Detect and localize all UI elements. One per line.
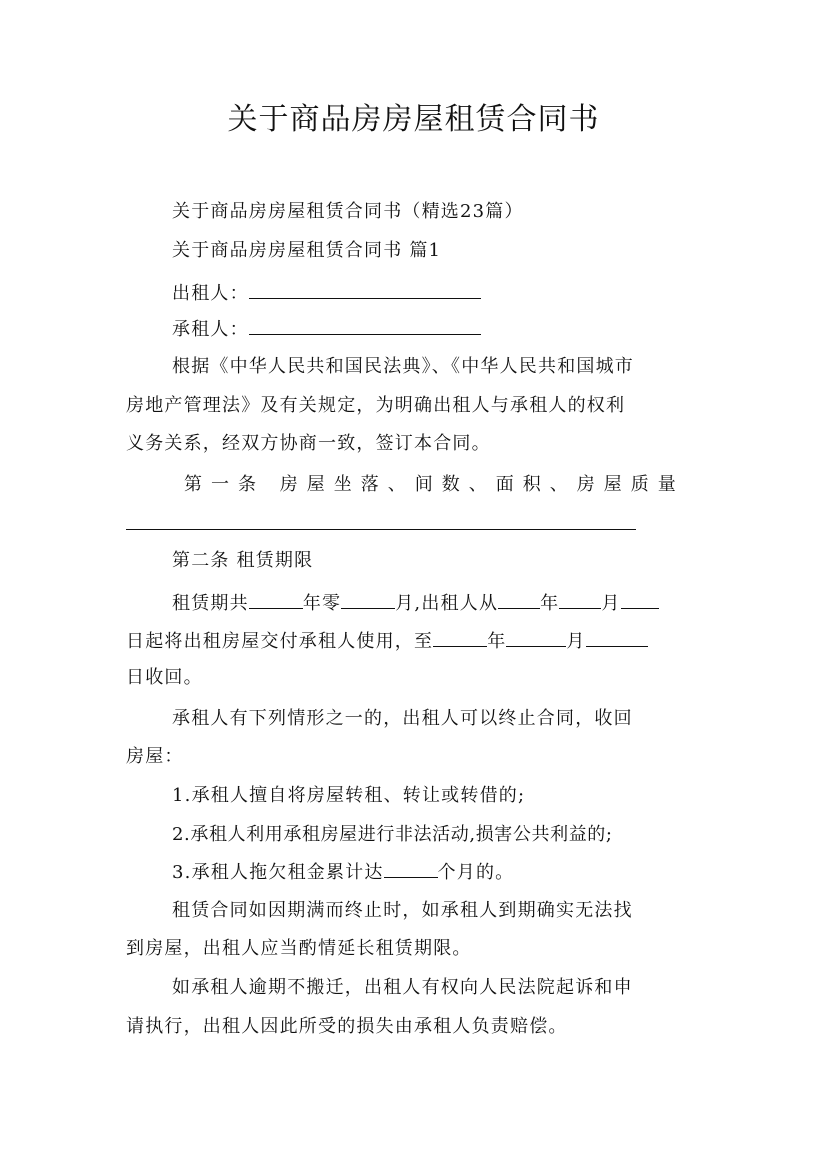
terminate-item-1: 1.承租人擅自将房屋转租、转让或转借的;: [172, 785, 526, 806]
lessor-label: 出租人：: [172, 283, 249, 304]
term-line-1: [172, 590, 706, 617]
intro-line-1: 根据《中华人民共和国民法典》、《中华人民共和国城市: [172, 356, 634, 377]
item3-text-a: 3.承租人拖欠租金累计达: [172, 862, 384, 883]
lessee-blank: [249, 316, 481, 335]
term-text-e: 月: [601, 593, 621, 614]
end-day-blank: [586, 628, 648, 647]
end-year-blank: [433, 628, 487, 647]
terminate-item-2: 2.承租人利用承租房屋进行非法活动,损害公共利益的;: [172, 824, 613, 845]
lessee-label: 承租人：: [172, 319, 249, 340]
term-line-2: [126, 628, 706, 655]
terminate-line-1: 承租人有下列情形之一的，出租人可以终止合同，收回: [172, 708, 633, 729]
expire-line-2: 到房屋，出租人应当酌情延长租赁期限。: [126, 938, 472, 959]
chapter-heading: 关于商品房房屋租赁合同书 篇1: [172, 240, 442, 261]
start-year-blank: [498, 590, 540, 609]
intro-line-2: 房地产管理法》及有关规定，为明确出租人与承租人的权利: [126, 395, 626, 416]
start-day-blank: [621, 590, 659, 609]
term-months-blank: [341, 590, 395, 609]
overdue-line-1: 如承租人逾期不搬迁，出租人有权向人民法院起诉和申: [172, 977, 633, 998]
term-years-blank: [249, 590, 303, 609]
article-1-underline: [126, 529, 636, 530]
term2-text-c: 月: [566, 631, 586, 652]
intro-line-3: 义务关系，经双方协商一致，签订本合同。: [126, 433, 491, 454]
item3-text-b: 个月的。: [437, 862, 515, 883]
term2-text-a: 日起将出租房屋交付承租人使用，至: [126, 631, 434, 652]
overdue-line-2: 请执行，出租人因此所受的损失由承租人负责赔偿。: [126, 1016, 568, 1037]
terminate-line-2: 房屋：: [126, 746, 184, 767]
terminate-item-3: [172, 859, 706, 886]
article-2-heading: 第二条 租赁期限: [172, 550, 314, 571]
start-month-blank: [559, 590, 601, 609]
end-month-blank: [506, 628, 566, 647]
article-1-heading: 第一条 房屋坐落、间数、面积、房屋质量: [184, 474, 685, 495]
document-title: 关于商品房房屋租赁合同书: [227, 102, 600, 137]
term-line-3: 日收回。: [126, 667, 203, 688]
expire-line-1: 租赁合同如因期满而终止时，如承租人到期确实无法找: [172, 900, 633, 921]
arrears-months-blank: [384, 859, 438, 878]
lessor-line: [172, 280, 706, 307]
term2-text-b: 年: [487, 631, 507, 652]
document-subtitle: 关于商品房房屋租赁合同书（精选23篇）: [172, 201, 524, 222]
term-text-a: 租赁期共: [172, 593, 249, 614]
term-text-d: 年: [540, 593, 560, 614]
term-text-b: 年零: [302, 593, 342, 614]
lessor-blank: [249, 280, 481, 299]
term-text-c: 月,出租人从: [395, 593, 499, 614]
lessee-line: [172, 316, 706, 343]
